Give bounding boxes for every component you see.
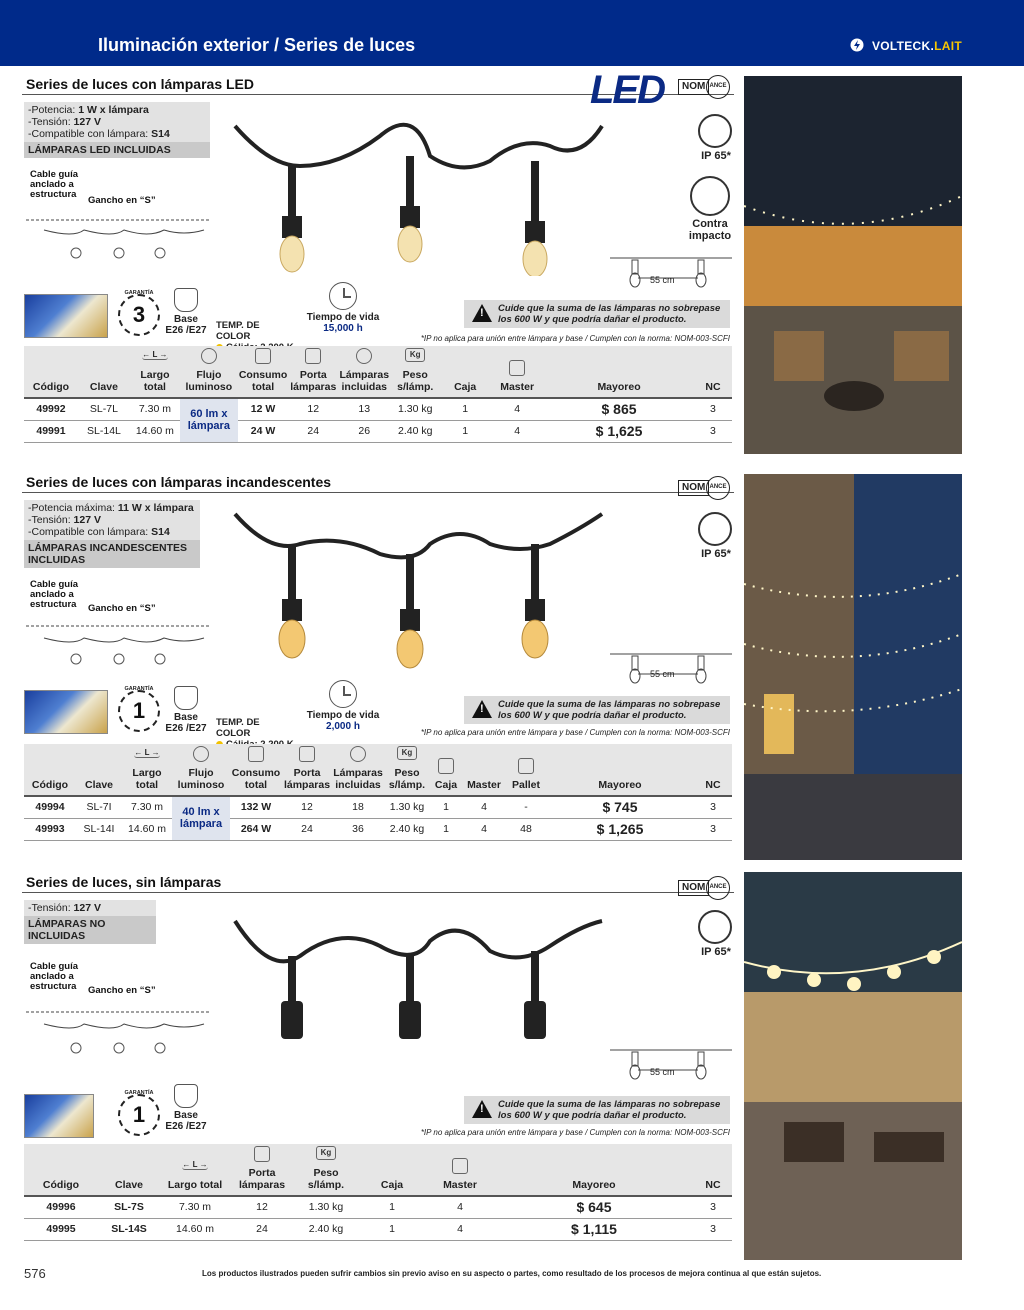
col-clave: Clave (78, 346, 130, 398)
product-box-image (24, 294, 108, 338)
col-nc: NC (694, 744, 732, 796)
nom-logo: NOM (678, 880, 709, 896)
deck-photo (744, 872, 962, 1260)
col-caja: Caja (358, 1144, 426, 1196)
col-consumo: Consumo total (238, 346, 288, 398)
spacing-label: 55 cm (650, 275, 675, 285)
weight-icon: Kg (316, 1146, 336, 1160)
col-largo: ← L → Largo total (160, 1144, 230, 1196)
flujo-cell: 40 lm x lámpara (172, 796, 230, 840)
brand-volteck: VOLTECK. (871, 39, 935, 53)
col-peso: Kg Peso s/lámp. (294, 1144, 358, 1196)
col-flujo: Flujo luminoso (172, 744, 230, 796)
product-box-image (24, 1094, 94, 1138)
ruler-icon: ← L → (134, 748, 160, 757)
col-mayoreo: Mayoreo (546, 744, 694, 796)
spec-banner: LÁMPARAS LED INCLUIDAS (24, 142, 210, 158)
spec-box (24, 500, 200, 568)
warranty-seal (118, 1090, 160, 1136)
product-table (24, 346, 732, 443)
hanging-diagram (24, 170, 214, 270)
diagram-cable-label: Cable guía anclado a estructura (30, 961, 79, 992)
ance-logo: ANCE (706, 75, 730, 99)
section-led (0, 66, 1024, 462)
diagram-hook-label: Gancho en “S” (88, 195, 156, 206)
section-incandescent (0, 462, 1024, 862)
col-clave: Clave (76, 744, 122, 796)
clock-icon (329, 282, 357, 310)
page-number: 576 (24, 1266, 46, 1281)
ip-note: *IP no aplica para unión entre lámpara y base / Cumplen con la norma: NOM-003-SCFI (420, 334, 730, 343)
color-temp-spec: TEMP. DE COLOR (216, 320, 296, 353)
base-spec: Base E26 /E27 (164, 288, 208, 336)
col-codigo: Código (24, 744, 76, 796)
table-row: 49991 SL-14L 14.60 m 24 W 24 26 2.40 kg 1 4 $ 1,625 3 (24, 420, 732, 442)
table-row: 49993 SL-14I 14.60 m 264 W 24 36 2.40 kg 1 4 48 $ 1,265 3 (24, 818, 732, 840)
base-socket-icon (174, 686, 198, 710)
ruler-icon: ← L → (182, 1160, 208, 1169)
warranty-text: GARANTÍA (124, 290, 154, 296)
col-codigo: Código (24, 346, 78, 398)
ip65-icon (698, 114, 732, 148)
box-icon (438, 758, 454, 774)
string-lights-incandescent-image (230, 504, 610, 674)
patio-photo-1 (744, 76, 962, 454)
col-largo: ← L → Largo total (122, 744, 172, 796)
string-lights-no-lamps-image (230, 906, 610, 1076)
product-box-image (24, 690, 108, 734)
weight-icon: Kg (405, 348, 425, 362)
volteck-logo-icon (850, 38, 864, 52)
warning-icon (472, 1100, 492, 1118)
product-table (24, 744, 732, 841)
string-lights-led-image (230, 106, 610, 276)
warning-icon (472, 700, 492, 718)
hanging-diagram (24, 962, 214, 1062)
warning-icon (472, 304, 492, 322)
diagram-svg (24, 998, 214, 1062)
diagram-svg (24, 208, 214, 268)
warning-box: ! Cuide que la suma de las lámparas no sobrepase los 600 W y que podría dañar el producto. (464, 300, 730, 328)
socket-icon (305, 348, 321, 364)
diagram-cable-label: Cable guía anclado a estructura (30, 579, 79, 610)
spec-box (24, 102, 210, 158)
spec-compat: -Compatible con lámpara: S14 (28, 128, 170, 140)
ruler-icon: ← L → (142, 350, 168, 359)
spec-banner: LÁMPARAS NO INCLUIDAS (24, 916, 156, 944)
table-row: 49996 SL-7S 7.30 m 12 1.30 kg 1 4 $ 645 3 (24, 1196, 732, 1218)
col-pallet: Pallet (506, 744, 546, 796)
ip65-icon (698, 512, 732, 546)
section-title: Series de luces, sin lámparas (26, 874, 222, 890)
warranty-seal (118, 290, 160, 336)
col-peso: Kg Peso s/lámp. (384, 744, 430, 796)
courtyard-photo (744, 474, 962, 860)
spec-voltage: -Tensión: 127 V (28, 116, 101, 128)
diagram-hook-label: Gancho en “S” (88, 985, 156, 996)
impact-label: Contra impacto (688, 218, 732, 242)
table-row: 49992 SL-7L 7.30 m 60 lm x lámpara 12 W 12 13 1.30 kg 1 4 $ 865 3 (24, 398, 732, 420)
col-porta: Porta lámparas (230, 1144, 294, 1196)
col-lamparas: Lámparas incluidas (332, 744, 384, 796)
spec-box (24, 900, 156, 944)
page-title: Iluminación exterior / Series de luces (98, 35, 416, 55)
diagram-svg (24, 614, 214, 674)
socket-icon (254, 1146, 270, 1162)
clock-icon (329, 680, 357, 708)
spacing-label: 55 cm (650, 1067, 675, 1077)
brand-lait: LAIT (934, 39, 962, 53)
brand-name (872, 39, 962, 53)
warranty-seal (118, 686, 160, 732)
impact-icon (690, 176, 730, 216)
spacing-label: 55 cm (650, 669, 675, 679)
ip65-label: IP 65* (701, 548, 731, 560)
warranty-text: GARANTÍA (124, 686, 154, 692)
ip65-label: IP 65* (701, 946, 731, 958)
col-peso: Kg Peso s/lámp. (390, 346, 440, 398)
col-caja: Caja (430, 744, 462, 796)
col-nc: NC (694, 1144, 732, 1196)
col-nc: NC (694, 346, 732, 398)
base-socket-icon (174, 288, 198, 312)
warning-box: ! Cuide que la suma de las lámparas no sobrepase los 600 W y que podría dañar el producto. (464, 696, 730, 724)
col-mayoreo: Mayoreo (544, 346, 694, 398)
pallet-icon (518, 758, 534, 774)
warranty-years: 3 (132, 302, 146, 327)
col-codigo: Código (24, 1144, 98, 1196)
page-header (0, 0, 1024, 66)
section-divider (22, 492, 734, 493)
base-socket-icon (174, 1084, 198, 1108)
ance-logo: ANCE (706, 876, 730, 900)
col-caja: Caja (440, 346, 490, 398)
weight-icon: Kg (397, 746, 417, 760)
section-divider (22, 892, 734, 893)
lightning-icon (248, 746, 264, 762)
warranty-text: GARANTÍA (124, 1090, 154, 1096)
flujo-cell: 60 lm x lámpara (180, 398, 238, 442)
footer-disclaimer: Los productos ilustrados pueden sufrir cambios sin previo aviso en su aspecto o partes, como resultado de los procesos de mejora continua al que están sujetos. (202, 1269, 822, 1278)
warranty-years: 1 (132, 698, 146, 723)
lifetime-spec: Tiempo de vida 2,000 h (306, 680, 380, 732)
col-porta: Porta lámparas (288, 346, 338, 398)
section-title: Series de luces con lámparas LED (26, 76, 254, 92)
box-icon (452, 1158, 468, 1174)
col-master: Master (490, 346, 544, 398)
base-spec: Base E26 /E27 (164, 686, 208, 734)
table-row: 49995 SL-14S 14.60 m 24 2.40 kg 1 4 $ 1,115 3 (24, 1218, 732, 1240)
ance-logo: ANCE (706, 476, 730, 500)
col-master: Master (462, 744, 506, 796)
spec-power: -Potencia: 1 W x lámpara (28, 104, 149, 116)
spec-banner: LÁMPARAS INCANDESCENTES INCLUIDAS (24, 540, 200, 568)
diagram-hook-label: Gancho en “S” (88, 603, 156, 614)
warning-box: ! Cuide que la suma de las lámparas no sobrepase los 600 W y que podría dañar el producto. (464, 1096, 730, 1124)
ip65-icon (698, 910, 732, 944)
col-clave: Clave (98, 1144, 160, 1196)
section-no-lamps (0, 862, 1024, 1262)
hanging-diagram (24, 580, 214, 680)
lifetime-spec: Tiempo de vida 15,000 h (306, 282, 380, 334)
base-spec: Base E26 /E27 (164, 1084, 208, 1132)
col-lamparas: Lámparas incluidas (338, 346, 390, 398)
nom-logo: NOM (678, 480, 709, 496)
ip-note: *IP no aplica para unión entre lámpara y base / Cumplen con la norma: NOM-003-SCFI (420, 728, 730, 737)
spec-power: -Potencia máxima: 11 W x lámpara (28, 502, 194, 514)
led-logo: LED (590, 68, 664, 112)
spec-voltage: -Tensión: 127 V (28, 902, 101, 914)
col-porta: Porta lámparas (282, 744, 332, 796)
bulb-icon (356, 348, 372, 364)
ip65-label: IP 65* (701, 150, 731, 162)
bulb-icon (350, 746, 366, 762)
ip-note: *IP no aplica para unión entre lámpara y base / Cumplen con la norma: NOM-003-SCFI (420, 1128, 730, 1137)
spec-compat: -Compatible con lámpara: S14 (28, 526, 170, 538)
color-temp-spec: TEMP. DE COLOR (216, 717, 296, 750)
diagram-cable-label: Cable guía anclado a estructura (30, 169, 79, 200)
nom-logo: NOM (678, 79, 709, 95)
lightbulb-icon (201, 348, 217, 364)
col-mayoreo: Mayoreo (494, 1144, 694, 1196)
col-consumo: Consumo total (230, 744, 282, 796)
section-title: Series de luces con lámparas incandescentes (26, 474, 332, 490)
socket-icon (299, 746, 315, 762)
warranty-years: 1 (132, 1102, 146, 1127)
lightbulb-icon (193, 746, 209, 762)
spec-voltage: -Tensión: 127 V (28, 514, 101, 526)
box-icon (509, 360, 525, 376)
table-row: 49994 SL-7I 7.30 m 40 lm x lámpara 132 W 12 18 1.30 kg 1 4 - $ 745 3 (24, 796, 732, 818)
col-largo: ← L → Largo total (130, 346, 180, 398)
col-master: Master (426, 1144, 494, 1196)
col-flujo: Flujo luminoso (180, 346, 238, 398)
lightning-icon (255, 348, 271, 364)
product-table (24, 1144, 732, 1241)
